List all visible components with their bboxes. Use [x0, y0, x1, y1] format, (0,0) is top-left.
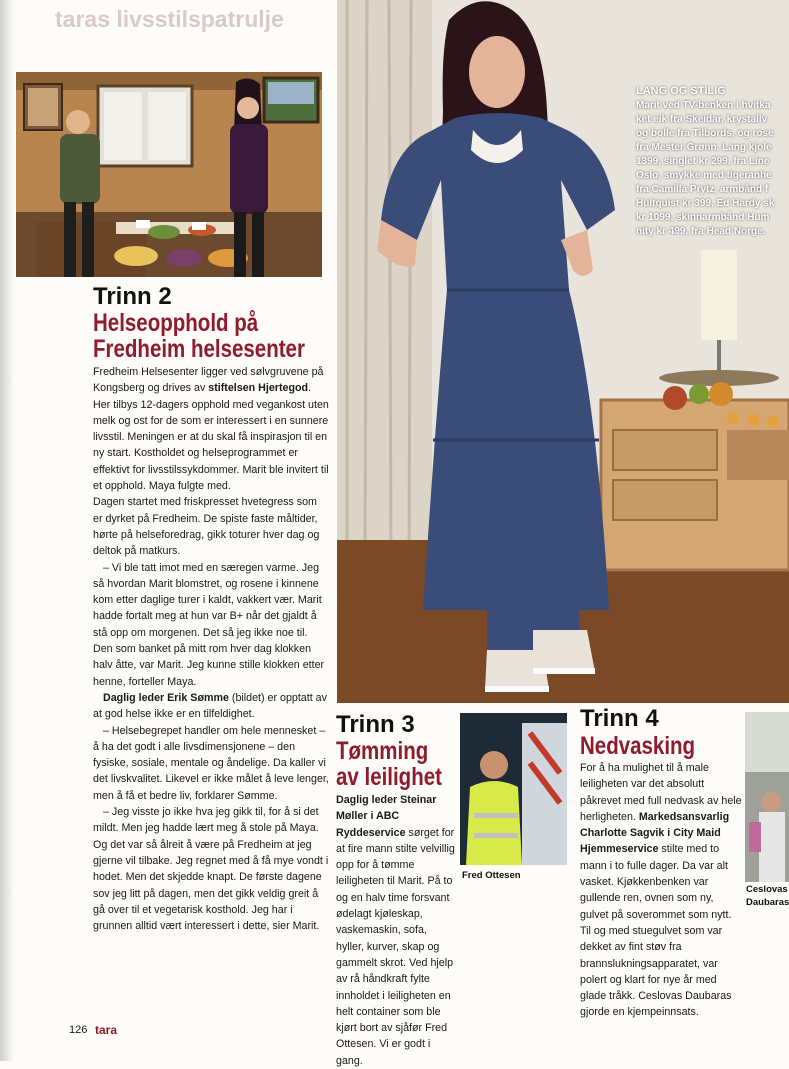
fredheim-buffet-photo: [16, 72, 322, 277]
trinn2-paragraph: [93, 690, 329, 723]
hero-caption-line: ket eik fra Skeidar, krystallv: [636, 114, 768, 125]
ceslovas-credit-line2: Daubaras: [746, 897, 789, 908]
trinn3-step-label: Trinn 3: [336, 711, 415, 738]
hero-caption-line: fra Mester Grønn. Lang kjole: [636, 142, 772, 153]
hero-caption-line: kr 1099, skinnarmbånd Hum: [636, 212, 770, 223]
trinn2-heading-line1: Helseopphold på: [93, 309, 259, 337]
page-number: 126: [69, 1024, 88, 1036]
hero-caption-line: og bolle fra Tilbords, og rose: [636, 128, 774, 139]
trinn2-paragraph: – Jeg visste jo ikke hva jeg gikk til, for å si det mildt. Men jeg hadde lært meg å stole på Maya. Og det var så ålreit å være på Fredheim at jeg gjerne vil tilbake. Jeg regnet med å få mye vondt i hodet. Men det skjedde knapt. De første dagene sov jeg litt på dagen, men det gikk veldig greit å gå over til et vegetarisk kosthold. Jeg har i grunnen alltid vært interessert i dette, sier Marit.: [93, 806, 329, 933]
magazine-name: tara: [95, 1023, 118, 1037]
trinn2-paragraph: – Vi ble tatt imot med en særegen varme. Jeg så hvordan Marit blomstret, og rosene i kinnene kom etter daglige turer i kaldt, vakkert vær. Marit hadde fortalt meg at hun var B+ når det gjaldt å stå opp om morgenen. Det så jeg ikke noe til. Den som banket på mitt rom hver dag klokken halv åtte, var Marit. Jeg kunne stille klokken etter henne, forteller Maya.: [93, 561, 325, 688]
hero-caption-line: Hultquist kr 399, Ed Hardy sk: [636, 198, 775, 209]
hero-caption-line: Marit ved TV-benken i hvitka: [636, 100, 771, 111]
trinn2-foundation-name: stiftelsen Hjertegod: [208, 382, 309, 395]
trinn2-paragraph: – Helsebegrepet handler om hele mennesket – å ha det godt i alle livsdimensjonene – den fysiske, sosiale, mentale og åndelige. Da kaller vi det livskvalitet. Likevel er ikke målet å leve lenger, men å få et bedre liv, forklarer Sømme.: [93, 724, 329, 802]
trinn2-step-label: Trinn 2: [93, 283, 172, 310]
trinn3-leader-name: Daglig leder Steinar Møller i ABC Ryddeservice: [336, 794, 437, 839]
trinn2-paragraph: Dagen startet med friskpresset hvetegress som er dyrket på Fredheim. De spiste faste måltider, hørte på helseforedrag, gikk toturer hver dag og deltok på matkurs.: [93, 496, 320, 558]
trinn2-text: (bildet) er opptatt av at god helse ikke er en tilfeldighet.: [93, 691, 327, 721]
hero-caption-line: nity kr 499, fra Head Norge.: [636, 226, 766, 237]
page-spine-shadow: [0, 0, 14, 1061]
trinn4-text-block: [580, 760, 744, 1021]
trinn3-text: sørget for at fire mann stilte velvillig opp for å tømme leiligheten til Marit. På to og en halv time forsvant ødelagt kjøleskap, vaskemaskin, sofa, hyller, kurver, skap og gammelt skrot. Ved hjelp av rå håndkraft fylte innholdet i leiligheten en helt container som ble kjørt bort av sjåfør Fred Ottesen. Vi er godt i gang.: [336, 826, 455, 1067]
fredheim-buffet-illustration: [16, 72, 322, 277]
hero-caption-title: LANG OG STILIG: [636, 85, 726, 97]
trinn4-company-contact: Markedsansvarlig Charlotte Sagvik i City Maid Hjemmeservice: [580, 810, 730, 856]
trinn3-heading-line1: Tømming: [336, 737, 429, 765]
hero-caption: [636, 84, 789, 239]
trinn4-text: For å ha mulighet til å male leiligheten var det absolutt påkrevet med full nedvask av hele herligheten.: [580, 762, 742, 823]
trinn4-heading: Nedvasking: [580, 732, 696, 760]
running-header: taras livsstilspatrulje: [55, 6, 284, 32]
trinn3-heading-line2: av leilighet: [336, 763, 442, 791]
trinn2-heading-line2: Fredheim helsesenter: [93, 335, 305, 363]
hero-caption-line: 1399, singlet kr 299, fra Line: [636, 156, 770, 167]
ceslovas-credit-line1: Ceslovas: [746, 884, 788, 895]
trinn2-text: . Her tilbys 12-dagers opphold med vegankost uten melk og ost for de som er interessert i en sunnere livsstil. Meningen er at du skal få inspirasjon til en ny start. Kostholdet og helseprogrammet er effektivt for livsstilssykdommer. Marit ble invitert til et opphold. Maya fulgte med.: [93, 382, 329, 493]
trinn3-lead: [336, 792, 456, 1069]
trinn4-body: [580, 760, 788, 1021]
hero-caption-line: Oslo, smykke med tigeranhe: [636, 170, 772, 181]
trinn4-text: stilte med to mann i to fulle dager. Da var alt vasket. Kjøkkenbenken var gullende ren, ovnen som ny, gulvet på soverommet som nytt. Til og med stuegulvet som var dekket av fint støv fra brannslukningsapparatet, var polert og klart for nye år med glade tråkk. Ceslovas Daubaras gjorde en kjempeinnsats.: [580, 843, 732, 1019]
trinn2-paragraph: [93, 364, 329, 494]
trinn2-leader-name: Daglig leder Erik Sømme: [103, 691, 229, 704]
hero-caption-line: fra Camilla Prytz, armbånd f: [636, 184, 769, 195]
fred-ottesen-credit: Fred Ottesen: [462, 870, 521, 881]
trinn3-body: [336, 792, 568, 1069]
trinn2-text: Fredheim Helsesenter ligger ved sølvgruvene på Kongsberg og drives av: [93, 366, 324, 395]
trinn2-body: [93, 364, 329, 934]
trinn4-step-label: Trinn 4: [580, 705, 659, 732]
